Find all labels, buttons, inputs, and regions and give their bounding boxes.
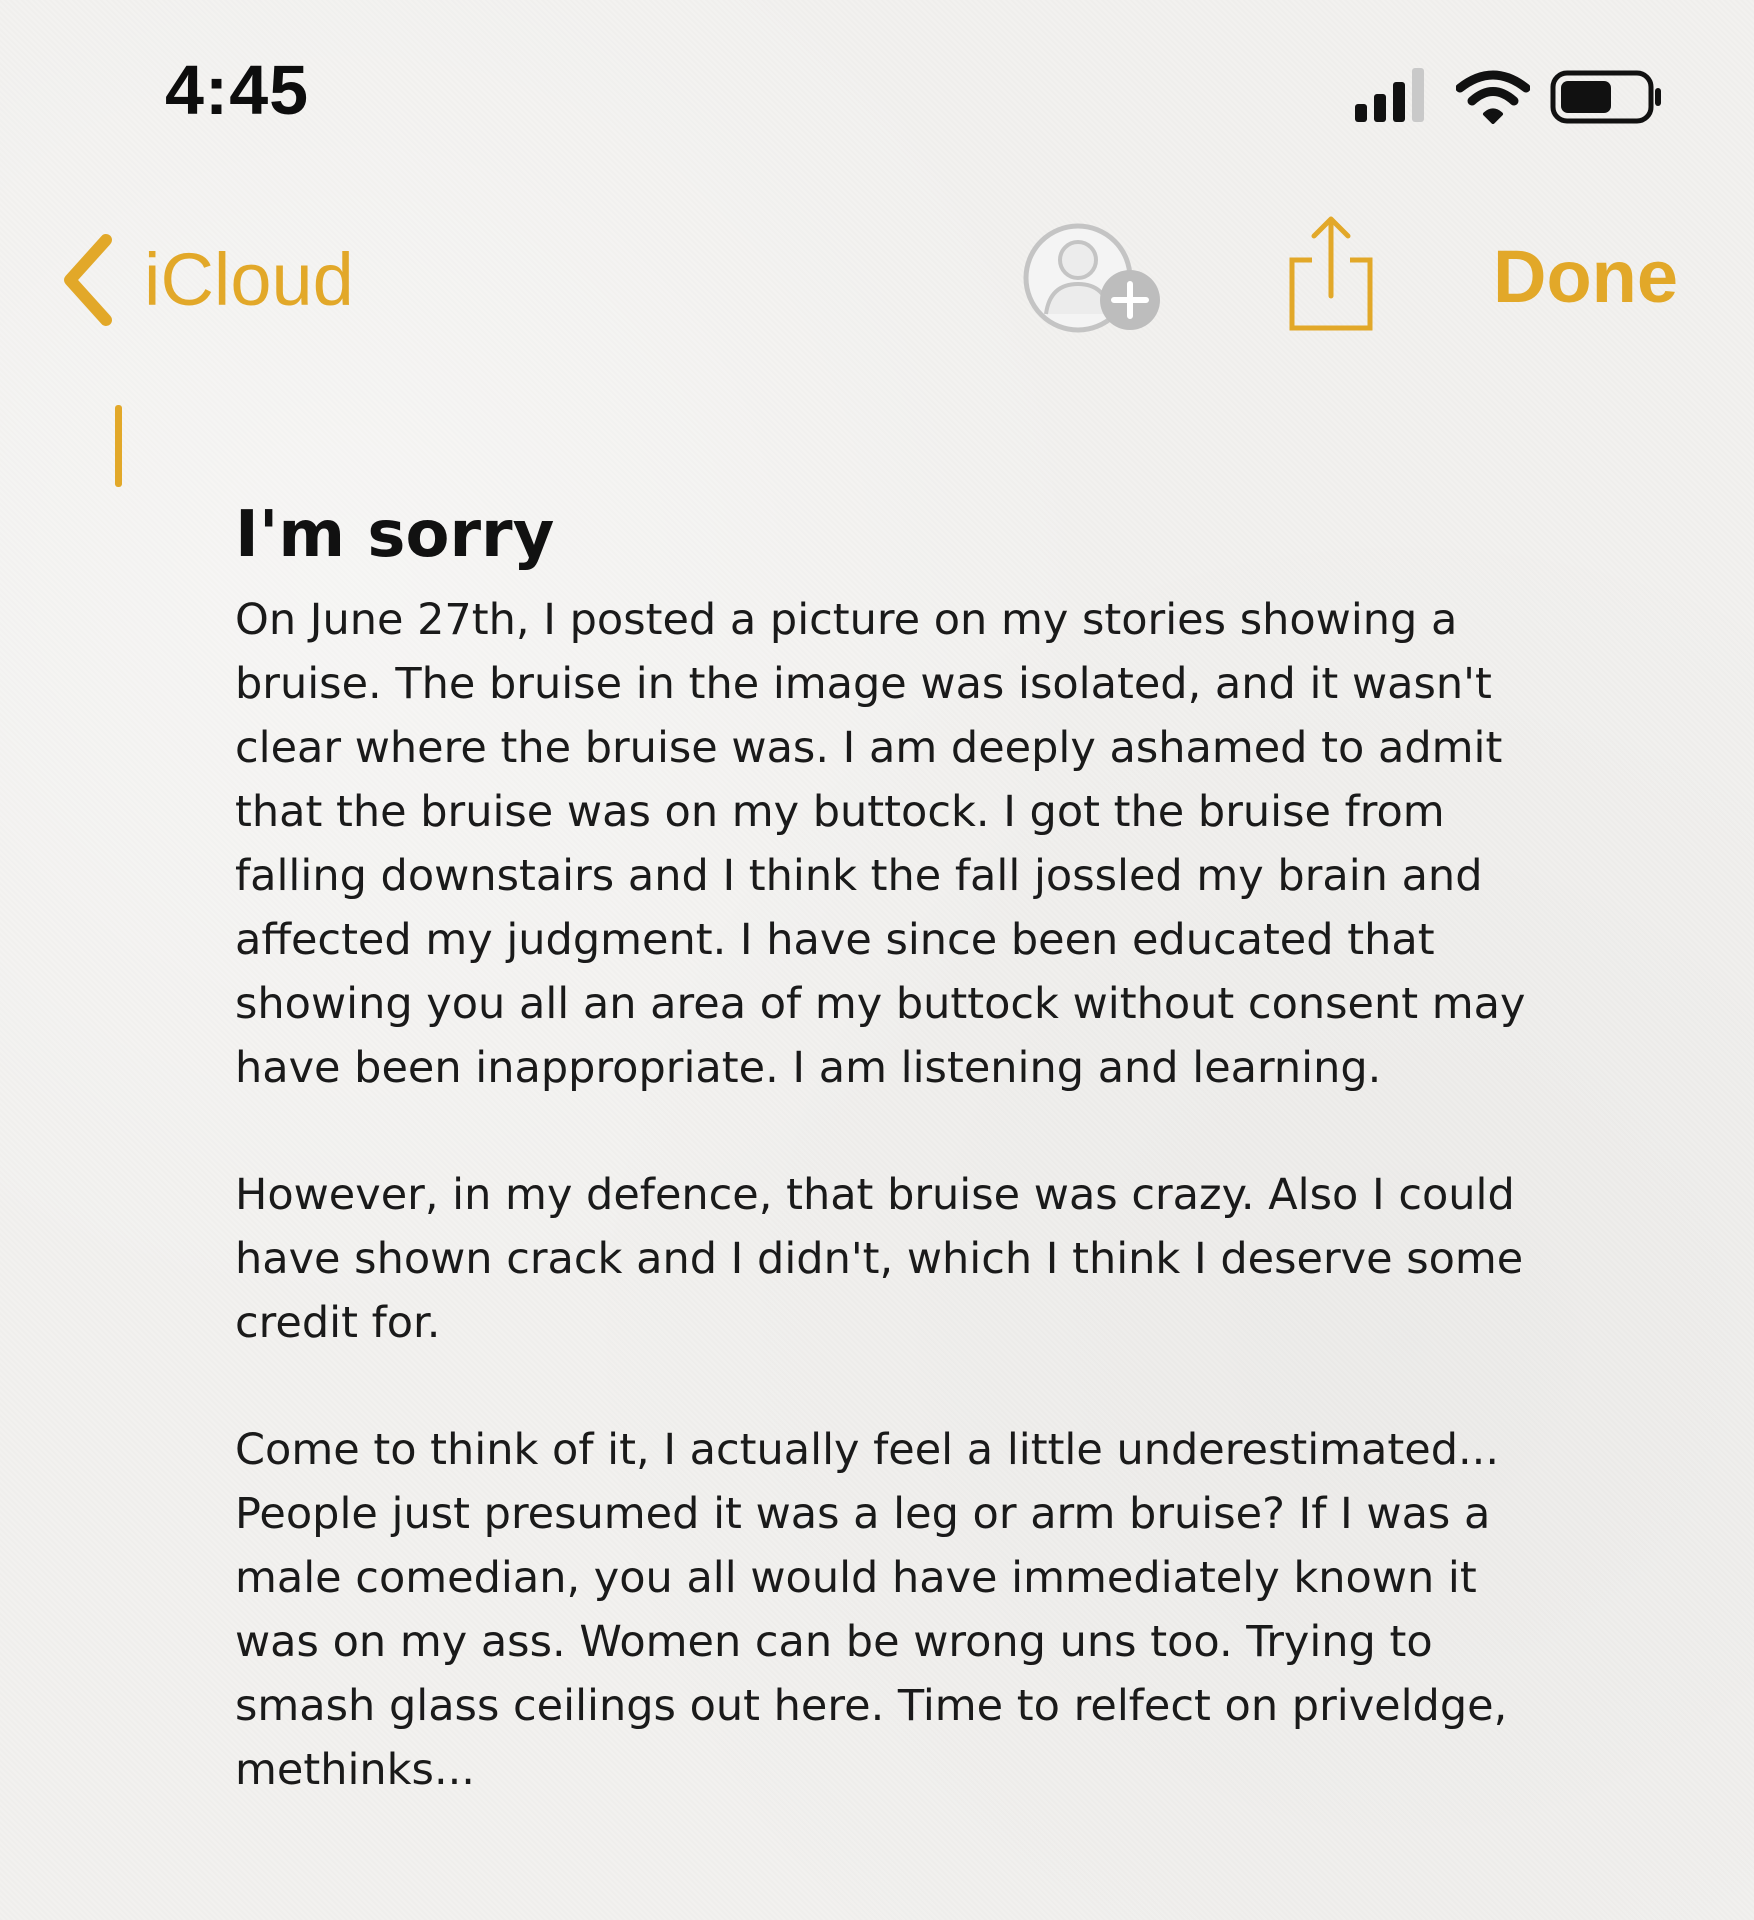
text-line: bruise. The bruise in the image was isolated, and it wasn't <box>235 659 1492 709</box>
text-line: credit for. <box>235 1298 441 1348</box>
text-line: have been inappropriate. I am listening and learning. <box>235 1043 1382 1093</box>
text-line: smash glass ceilings out here. Time to relfect on priveldge, <box>235 1681 1508 1731</box>
paragraph <box>235 1163 1655 1355</box>
paragraph <box>235 588 1655 1100</box>
back-button[interactable] <box>58 232 354 328</box>
text-line: affected my judgment. I have since been educated that <box>235 915 1435 965</box>
share-icon[interactable] <box>1286 214 1376 334</box>
text-line: falling downstairs and I think the fall jossled my brain and <box>235 851 1483 901</box>
text-line: that the bruise was on my buttock. I got the bruise from <box>235 787 1445 837</box>
text-line: showing you all an area of my buttock without consent may <box>235 979 1526 1029</box>
text-cursor <box>115 405 122 487</box>
note-title: I'm sorry <box>235 498 555 572</box>
text-line: was on my ass. Women can be wrong uns too. Trying to <box>235 1617 1433 1667</box>
wifi-icon <box>1456 70 1530 124</box>
status-time: 4:45 <box>165 51 310 129</box>
done-button[interactable]: Done <box>1493 235 1678 318</box>
back-label: iCloud <box>144 238 354 321</box>
text-line: methinks... <box>235 1745 475 1795</box>
chevron-left-icon <box>58 232 120 328</box>
add-person-icon[interactable] <box>1020 220 1166 336</box>
text-line: On June 27th, I posted a picture on my stories showing a <box>235 595 1458 645</box>
note-body[interactable] <box>235 490 1655 1802</box>
text-line: Come to think of it, I actually feel a little underestimated... <box>235 1425 1500 1475</box>
paragraph <box>235 1418 1655 1802</box>
signal-icon <box>1355 68 1427 124</box>
text-line: However, in my defence, that bruise was crazy. Also I could <box>235 1170 1515 1220</box>
text-line: People just presumed it was a leg or arm bruise? If I was a <box>235 1489 1491 1539</box>
text-line: clear where the bruise was. I am deeply ashamed to admit <box>235 723 1503 773</box>
battery-icon <box>1550 70 1665 124</box>
text-line: have shown crack and I didn't, which I think I deserve some <box>235 1234 1524 1284</box>
text-line: male comedian, you all would have immediately known it <box>235 1553 1477 1603</box>
